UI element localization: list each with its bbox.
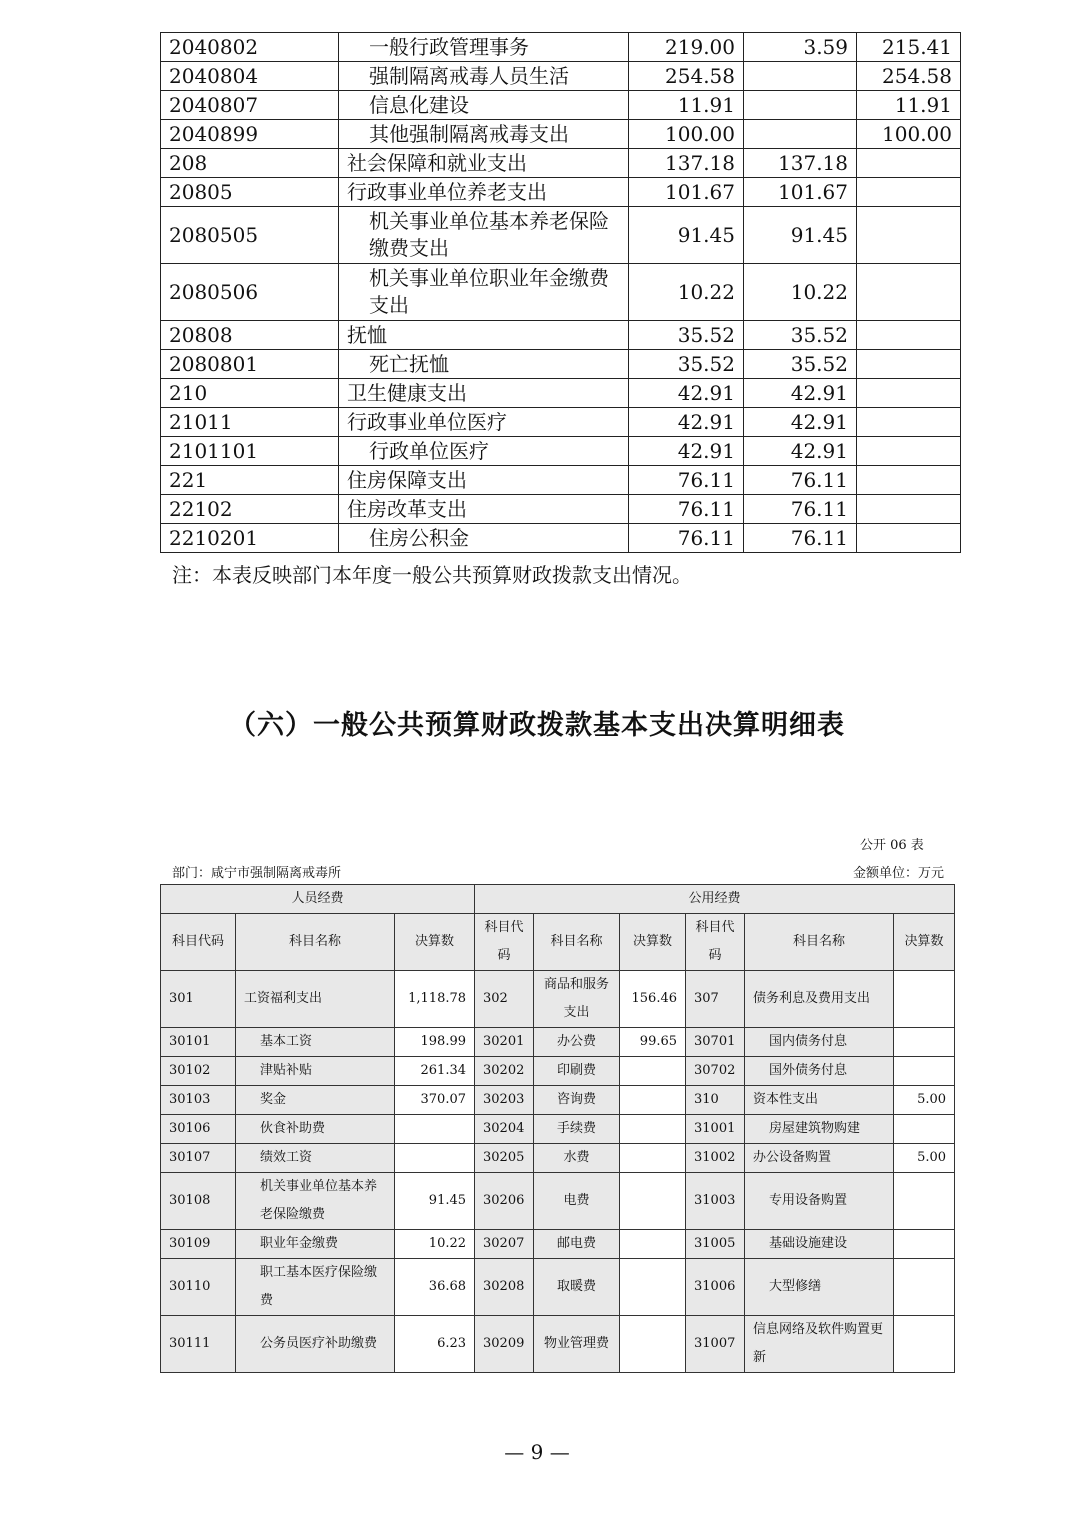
other-amount [894, 1316, 955, 1373]
goods-amount: 99.65 [620, 1028, 686, 1057]
other-amount: 5.00 [894, 1144, 955, 1173]
row-basic: 76.11 [744, 524, 857, 553]
table-row [161, 524, 961, 553]
personnel-name: 伙食补助费 [236, 1115, 395, 1144]
other-name: 房屋建筑物购建 [745, 1115, 894, 1144]
row-name: 强制隔离戒毒人员生活 [339, 62, 629, 91]
row-name: 抚恤 [339, 321, 629, 350]
other-code: 31006 [686, 1259, 745, 1316]
table-row [161, 178, 961, 207]
detail-row [161, 1173, 955, 1230]
goods-code: 30205 [475, 1144, 534, 1173]
row-basic: 137.18 [744, 149, 857, 178]
row-total: 10.22 [629, 264, 744, 321]
goods-code: 30207 [475, 1230, 534, 1259]
goods-amount [620, 1316, 686, 1373]
row-basic: 3.59 [744, 33, 857, 62]
row-project [857, 379, 961, 408]
row-name: 机关事业单位基本养老保险缴费支出 [339, 207, 629, 264]
row-project: 100.00 [857, 120, 961, 149]
personnel-amount: 6.23 [395, 1316, 475, 1373]
row-total: 76.11 [629, 495, 744, 524]
row-code: 22102 [161, 495, 339, 524]
row-total: 100.00 [629, 120, 744, 149]
detail-row [161, 1086, 955, 1115]
row-code: 2040804 [161, 62, 339, 91]
basic-expenditure-detail-table [160, 884, 955, 1373]
detail-row [161, 1115, 955, 1144]
other-amount [894, 1115, 955, 1144]
personnel-name: 绩效工资 [236, 1144, 395, 1173]
other-name: 资本性支出 [745, 1086, 894, 1115]
row-code: 20808 [161, 321, 339, 350]
row-name: 一般行政管理事务 [339, 33, 629, 62]
goods-code: 30202 [475, 1057, 534, 1086]
personnel-amount: 1,118.78 [395, 971, 475, 1028]
goods-amount [620, 1115, 686, 1144]
personnel-code: 30103 [161, 1086, 236, 1115]
goods-name: 电费 [534, 1173, 620, 1230]
personnel-name: 奖金 [236, 1086, 395, 1115]
personnel-code: 30107 [161, 1144, 236, 1173]
goods-name: 咨询费 [534, 1086, 620, 1115]
header-code: 科目代码 [161, 914, 236, 971]
other-name: 国外债务付息 [745, 1057, 894, 1086]
row-basic: 91.45 [744, 207, 857, 264]
personnel-code: 30106 [161, 1115, 236, 1144]
header-amount: 决算数 [395, 914, 475, 971]
row-name: 行政事业单位医疗 [339, 408, 629, 437]
personnel-name: 职工基本医疗保险缴费 [236, 1259, 395, 1316]
other-name: 大型修缮 [745, 1259, 894, 1316]
row-project [857, 149, 961, 178]
row-name: 住房保障支出 [339, 466, 629, 495]
column-header-row [161, 914, 955, 971]
row-code: 20805 [161, 178, 339, 207]
row-code: 2040802 [161, 33, 339, 62]
expenditure-table-body [161, 33, 961, 553]
row-name: 卫生健康支出 [339, 379, 629, 408]
detail-row [161, 1230, 955, 1259]
goods-code: 30209 [475, 1316, 534, 1373]
table-row [161, 350, 961, 379]
goods-code: 30203 [475, 1086, 534, 1115]
other-code: 31007 [686, 1316, 745, 1373]
row-basic: 76.11 [744, 466, 857, 495]
goods-name: 印刷费 [534, 1057, 620, 1086]
goods-name: 水费 [534, 1144, 620, 1173]
goods-code: 30208 [475, 1259, 534, 1316]
row-total: 42.91 [629, 408, 744, 437]
goods-code: 30204 [475, 1115, 534, 1144]
row-code: 2040807 [161, 91, 339, 120]
page-number: — 9 — [504, 1440, 570, 1464]
other-code: 307 [686, 971, 745, 1028]
row-total: 91.45 [629, 207, 744, 264]
goods-name: 办公费 [534, 1028, 620, 1057]
table-row [161, 62, 961, 91]
personnel-amount: 198.99 [395, 1028, 475, 1057]
row-project [857, 408, 961, 437]
detail-row [161, 1028, 955, 1057]
header-name-b: 科目名称 [534, 914, 620, 971]
row-total: 254.58 [629, 62, 744, 91]
other-name: 国内债务付息 [745, 1028, 894, 1057]
row-project: 254.58 [857, 62, 961, 91]
table-note: 注：本表反映部门本年度一般公共预算财政拨款支出情况。 [172, 563, 692, 587]
personnel-amount: 91.45 [395, 1173, 475, 1230]
personnel-name: 职业年金缴费 [236, 1230, 395, 1259]
other-name: 专用设备购置 [745, 1173, 894, 1230]
row-total: 219.00 [629, 33, 744, 62]
expenditure-table [160, 32, 961, 553]
row-total: 42.91 [629, 379, 744, 408]
row-code: 2080801 [161, 350, 339, 379]
department-label: 部门：咸宁市强制隔离戒毒所 [172, 866, 342, 881]
other-code: 31001 [686, 1115, 745, 1144]
row-name: 社会保障和就业支出 [339, 149, 629, 178]
goods-amount [620, 1230, 686, 1259]
other-name: 办公设备购置 [745, 1144, 894, 1173]
row-name: 其他强制隔离戒毒支出 [339, 120, 629, 149]
table-row [161, 149, 961, 178]
row-total: 35.52 [629, 321, 744, 350]
table-row [161, 33, 961, 62]
other-code: 31003 [686, 1173, 745, 1230]
row-basic: 76.11 [744, 495, 857, 524]
row-total: 137.18 [629, 149, 744, 178]
group-personnel: 人员经费 [161, 885, 475, 914]
unit-label: 金额单位：万元 [852, 866, 944, 881]
goods-name: 邮电费 [534, 1230, 620, 1259]
group-public: 公用经费 [475, 885, 955, 914]
table-row [161, 207, 961, 264]
row-project [857, 264, 961, 321]
other-name: 基础设施建设 [745, 1230, 894, 1259]
row-total: 76.11 [629, 466, 744, 495]
row-name: 行政单位医疗 [339, 437, 629, 466]
row-name: 住房公积金 [339, 524, 629, 553]
goods-code: 302 [475, 971, 534, 1028]
personnel-code: 30108 [161, 1173, 236, 1230]
detail-row [161, 1057, 955, 1086]
table-row [161, 264, 961, 321]
goods-amount [620, 1057, 686, 1086]
row-project [857, 350, 961, 379]
other-amount [894, 1057, 955, 1086]
personnel-code: 30111 [161, 1316, 236, 1373]
other-amount [894, 1028, 955, 1057]
row-code: 21011 [161, 408, 339, 437]
row-basic: 10.22 [744, 264, 857, 321]
goods-amount: 156.46 [620, 971, 686, 1028]
detail-row [161, 1316, 955, 1373]
goods-code: 30206 [475, 1173, 534, 1230]
other-code: 30701 [686, 1028, 745, 1057]
personnel-amount: 10.22 [395, 1230, 475, 1259]
row-total: 35.52 [629, 350, 744, 379]
row-basic: 35.52 [744, 321, 857, 350]
row-project [857, 437, 961, 466]
table-row [161, 379, 961, 408]
header-code-c: 科目代码 [686, 914, 745, 971]
row-project [857, 495, 961, 524]
personnel-code: 30110 [161, 1259, 236, 1316]
header-name-c: 科目名称 [745, 914, 894, 971]
row-basic [744, 62, 857, 91]
row-name: 机关事业单位职业年金缴费支出 [339, 264, 629, 321]
table-row [161, 437, 961, 466]
row-project [857, 466, 961, 495]
row-basic: 42.91 [744, 379, 857, 408]
personnel-code: 30101 [161, 1028, 236, 1057]
other-amount [894, 971, 955, 1028]
row-name: 行政事业单位养老支出 [339, 178, 629, 207]
detail-table-body [161, 885, 955, 1373]
row-basic: 101.67 [744, 178, 857, 207]
other-name: 信息网络及软件购置更新 [745, 1316, 894, 1373]
other-code: 31005 [686, 1230, 745, 1259]
personnel-code: 30109 [161, 1230, 236, 1259]
row-code: 208 [161, 149, 339, 178]
personnel-name: 工资福利支出 [236, 971, 395, 1028]
table-row [161, 321, 961, 350]
goods-name: 物业管理费 [534, 1316, 620, 1373]
row-basic: 42.91 [744, 408, 857, 437]
row-code: 2210201 [161, 524, 339, 553]
detail-row [161, 971, 955, 1028]
table-row [161, 466, 961, 495]
other-code: 30702 [686, 1057, 745, 1086]
goods-amount [620, 1173, 686, 1230]
row-project [857, 524, 961, 553]
group-header-row [161, 885, 955, 914]
row-total: 101.67 [629, 178, 744, 207]
row-project: 215.41 [857, 33, 961, 62]
goods-code: 30201 [475, 1028, 534, 1057]
row-total: 11.91 [629, 91, 744, 120]
goods-name: 商品和服务支出 [534, 971, 620, 1028]
row-code: 2040899 [161, 120, 339, 149]
goods-amount [620, 1259, 686, 1316]
table-row [161, 120, 961, 149]
goods-name: 取暖费 [534, 1259, 620, 1316]
header-amount-b: 决算数 [620, 914, 686, 971]
row-basic: 42.91 [744, 437, 857, 466]
row-code: 2080505 [161, 207, 339, 264]
goods-name: 手续费 [534, 1115, 620, 1144]
row-basic [744, 120, 857, 149]
personnel-name: 津贴补贴 [236, 1057, 395, 1086]
header-amount-c: 决算数 [894, 914, 955, 971]
row-name: 住房改革支出 [339, 495, 629, 524]
row-basic [744, 91, 857, 120]
table-row [161, 495, 961, 524]
table-row [161, 408, 961, 437]
row-code: 221 [161, 466, 339, 495]
personnel-amount: 36.68 [395, 1259, 475, 1316]
form-id-label: 公开 06 表 [860, 838, 924, 853]
detail-row [161, 1259, 955, 1316]
personnel-amount: 370.07 [395, 1086, 475, 1115]
personnel-code: 301 [161, 971, 236, 1028]
other-name: 债务利息及费用支出 [745, 971, 894, 1028]
goods-amount [620, 1086, 686, 1115]
personnel-name: 机关事业单位基本养老保险缴费 [236, 1173, 395, 1230]
row-name: 死亡抚恤 [339, 350, 629, 379]
section-title: （六）一般公共预算财政拨款基本支出决算明细表 [229, 710, 845, 741]
goods-amount [620, 1144, 686, 1173]
other-amount [894, 1259, 955, 1316]
other-amount [894, 1173, 955, 1230]
personnel-amount: 261.34 [395, 1057, 475, 1086]
header-code-b: 科目代码 [475, 914, 534, 971]
other-amount [894, 1230, 955, 1259]
row-total: 42.91 [629, 437, 744, 466]
row-project: 11.91 [857, 91, 961, 120]
row-name: 信息化建设 [339, 91, 629, 120]
row-basic: 35.52 [744, 350, 857, 379]
other-code: 31002 [686, 1144, 745, 1173]
row-total: 76.11 [629, 524, 744, 553]
row-code: 2080506 [161, 264, 339, 321]
table-row [161, 91, 961, 120]
personnel-amount [395, 1115, 475, 1144]
other-code: 310 [686, 1086, 745, 1115]
header-name: 科目名称 [236, 914, 395, 971]
row-project [857, 178, 961, 207]
personnel-amount [395, 1144, 475, 1173]
detail-row [161, 1144, 955, 1173]
personnel-name: 公务员医疗补助缴费 [236, 1316, 395, 1373]
row-project [857, 321, 961, 350]
row-project [857, 207, 961, 264]
row-code: 2101101 [161, 437, 339, 466]
row-code: 210 [161, 379, 339, 408]
other-amount: 5.00 [894, 1086, 955, 1115]
personnel-name: 基本工资 [236, 1028, 395, 1057]
personnel-code: 30102 [161, 1057, 236, 1086]
